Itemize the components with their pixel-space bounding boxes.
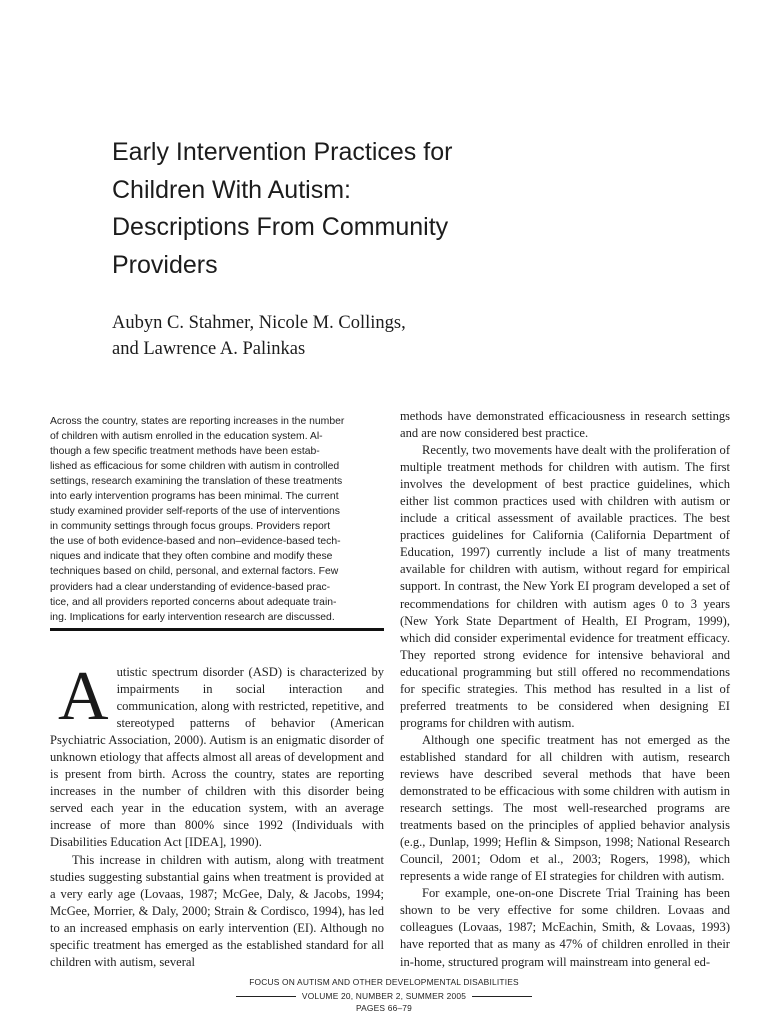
abstract-line: of children with autism enrolled in the education system. Al- bbox=[50, 431, 323, 443]
article-title bbox=[112, 134, 532, 284]
volume-info: VOLUME 20, NUMBER 2, SUMMER 2005 bbox=[301, 991, 467, 1002]
abstract-line: ing. Implications for early intervention research are discussed. bbox=[50, 611, 335, 623]
paragraph-text: utistic spectrum disorder (ASD) is characterized by impairments in social interaction and communication, along with restricted, repetitive, and stereotyped patterns of behavior (American Psychiatric Association, 2000). Autism is an enigmatic disorder of unknown etiology that affects almost all areas of development and is present from birth. Across the country, states are reporting increases in the number of children with this disorder being served each year in the education system, with an average increase of more than 800% since 1992 (Individuals with Disabilities Education Act [IDEA], 1990). bbox=[50, 665, 384, 850]
journal-name: FOCUS ON AUTISM AND OTHER DEVELOPMENTAL DISABILITIES bbox=[249, 977, 519, 987]
abstract-line: niques and indicate that they often combine and modify these bbox=[50, 551, 333, 563]
page-range: PAGES 66–79 bbox=[355, 1003, 413, 1014]
abstract-line: Across the country, states are reporting increases in the number bbox=[50, 416, 345, 427]
body-column-left bbox=[50, 658, 384, 971]
title-line: Providers bbox=[112, 250, 218, 279]
title-line: Descriptions From Community bbox=[112, 213, 449, 241]
abstract-line: techniques based on child, personal, and external factors. Few bbox=[50, 566, 339, 578]
title-line: Children With Autism: bbox=[112, 175, 351, 204]
drop-cap: A bbox=[58, 658, 109, 735]
body-paragraph: This increase in children with autism, along with treatment studies suggesting substantial gains when treatment is provided at a very early age (Lovaas, 1987; McGee, Daly, & Jacobs, 1994; McGee, Morrier, & Daly, 2000; Strain & Cordisco, 1994), has led to an increased emphasis on early intervention (EI). Although no specific treatment has emerged as the established standard for all children with autism, several bbox=[50, 852, 384, 969]
author-list bbox=[112, 310, 532, 362]
abstract-line: providers had a clear understanding of evidence-based prac- bbox=[50, 581, 331, 593]
footer-rule bbox=[472, 996, 532, 997]
abstract-line: in community settings through focus groups. Providers report bbox=[50, 521, 331, 533]
abstract-line: into early intervention programs has been minimal. The current bbox=[50, 491, 339, 503]
body-paragraph: For example, one-on-one Discrete Trial Training has been shown to be very effective for some children. Lovaas and colleagues (Lovaas, 1987; McEachin, Smith, & Lovaas, 1993) have reported that as many as 47% of children enrolled in their in-home, structured program will mainstream into general ed- bbox=[400, 886, 730, 969]
author-line: and Lawrence A. Palinkas bbox=[112, 339, 306, 359]
abstract-line: lished as efficacious for some children with autism in controlled bbox=[50, 461, 340, 473]
abstract-line: settings, research examining the translation of these treatments bbox=[50, 476, 343, 488]
journal-footer bbox=[0, 976, 768, 1014]
abstract-divider bbox=[50, 628, 384, 631]
body-paragraph: Recently, two movements have dealt with the proliferation of multiple treatment methods for children with autism. The first involves the development of best practice guidelines, which either list common practices used with children with autism or include a critical assessment of available practices. The best practices guidelines for California (California Department of Education, 1997) currently include a list of many treatments available for children with autism, without regard for empirical support. In contrast, the New York EI program developed a set of recommendations for children with autism ages 0 to 3 years (New York State Department of Health, EI Program, 1999), which did consider experimental evidence for treatment efficacy. They reported strong evidence for intensive behavioral and educational programming but still offered no recommendations for specific strategies. This method has resulted in a list of preferred treatments to be considered when designing EI programs for children with autism. bbox=[400, 443, 730, 730]
abstract bbox=[50, 414, 384, 625]
abstract-line: study examined provider self-reports of the use of interventions bbox=[50, 506, 340, 518]
volume-line bbox=[236, 990, 532, 1002]
footer-rule bbox=[236, 996, 296, 997]
title-line: Early Intervention Practices for bbox=[112, 138, 453, 166]
abstract-line: the use of both evidence-based and non–evidence-based tech- bbox=[50, 536, 341, 548]
abstract-line: though a few specific treatment methods have been estab- bbox=[50, 446, 320, 458]
body-paragraph: Although one specific treatment has not emerged as the established standard for all children with autism, research reviews have described several methods that have been demonstrated to be efficacious with some children with autism in research settings. The most well-researched programs are treatments based on the principles of applied behavior analysis (e.g., Dunlap, 1999; Heflin & Simpson, 1998; National Research Council, 2001; Odom et al., 2003; Rogers, 1998), which represents a wide range of EI strategies for children with autism. bbox=[400, 732, 730, 884]
abstract-line: tice, and all providers reported concerns about adequate train- bbox=[50, 596, 337, 608]
body-column-right bbox=[400, 408, 730, 971]
author-line: Aubyn C. Stahmer, Nicole M. Collings, bbox=[112, 313, 406, 333]
body-paragraph: methods have demonstrated efficaciousness in research settings and are now considered best practice. bbox=[400, 409, 730, 441]
body-paragraph bbox=[50, 658, 384, 852]
